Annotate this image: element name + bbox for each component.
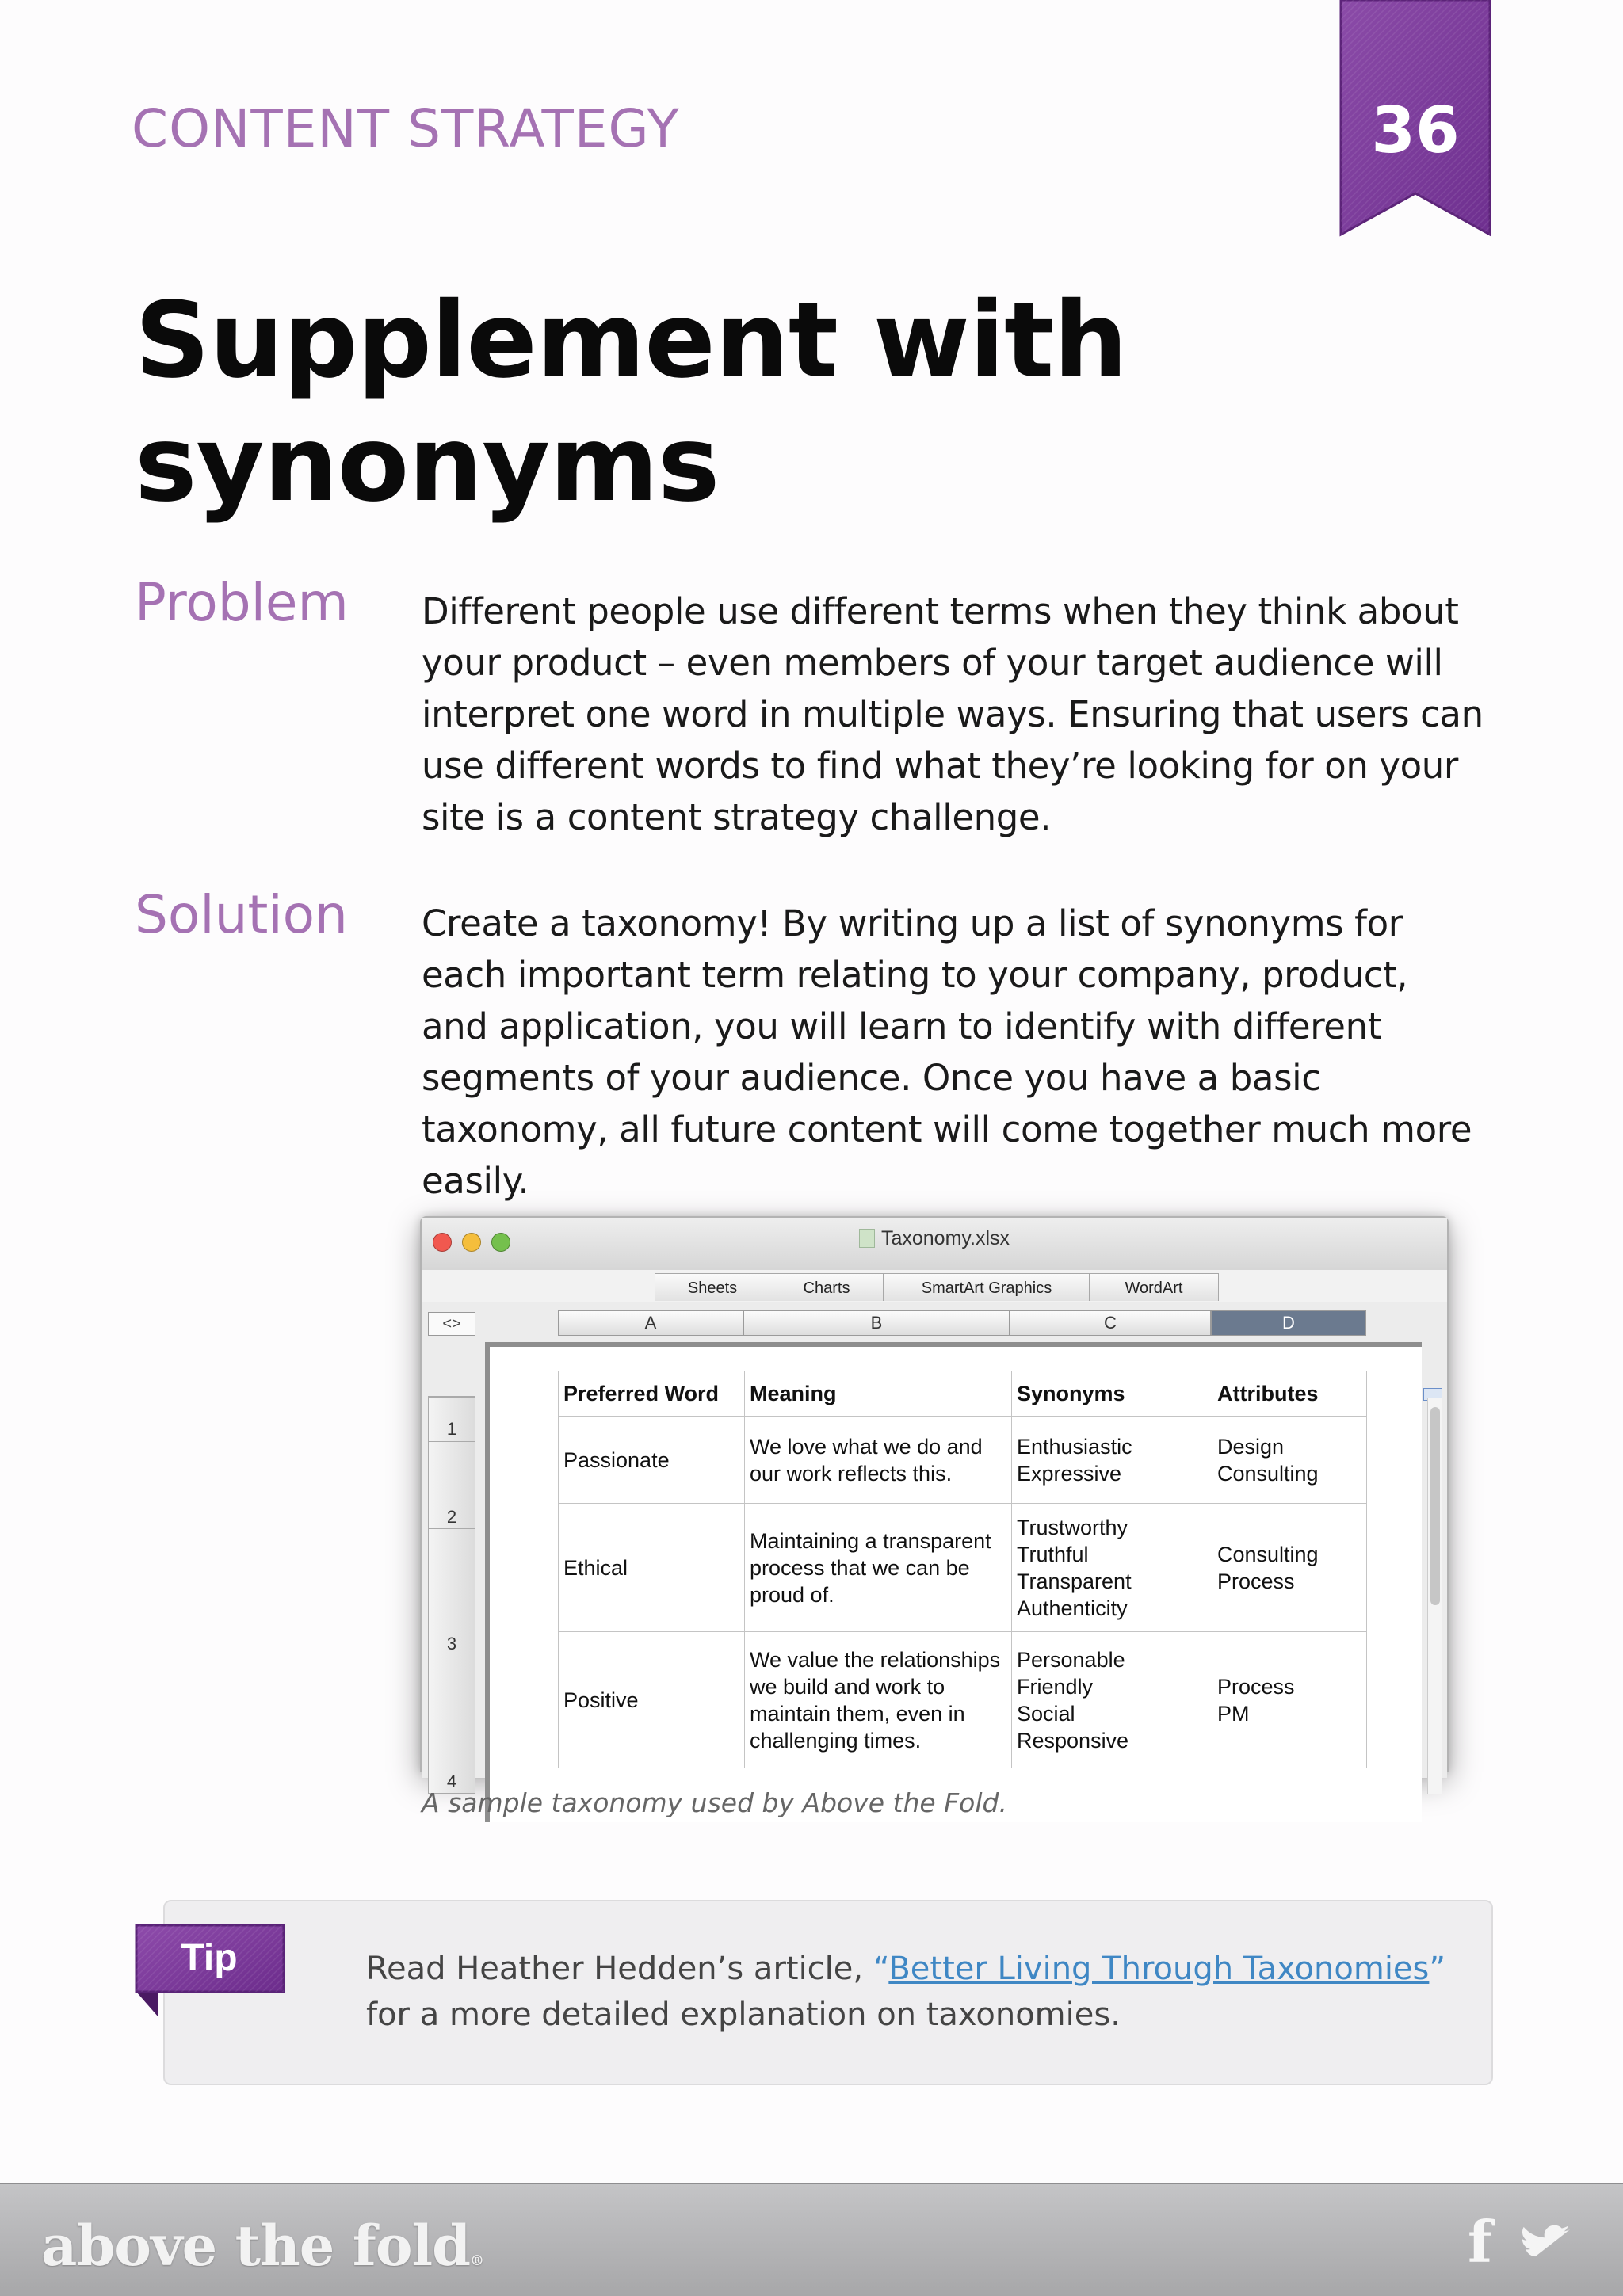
tab-wordart[interactable]: WordArt — [1089, 1273, 1219, 1301]
cell-attributes[interactable] — [1212, 1632, 1367, 1768]
row-header-2[interactable]: 2 — [429, 1441, 475, 1529]
cell-line: Transparent — [1017, 1569, 1132, 1593]
cell-line: Personable — [1017, 1647, 1125, 1672]
cell-line: Expressive — [1017, 1461, 1122, 1486]
tip-close-quote: ” — [1429, 1951, 1446, 1987]
sheet-canvas — [485, 1342, 1422, 1822]
page-number-ribbon — [1339, 0, 1491, 236]
cell-line: Social — [1017, 1701, 1075, 1726]
cell-line: We love what we do and — [750, 1434, 983, 1459]
column-header-d[interactable]: D — [1211, 1310, 1366, 1336]
page-title-line1: Supplement with — [135, 280, 1128, 402]
grid-area — [422, 1302, 1447, 1791]
cell-attributes[interactable] — [1212, 1504, 1367, 1632]
problem-label: Problem — [135, 572, 349, 633]
cell-meaning[interactable] — [745, 1504, 1012, 1632]
row-headers — [428, 1396, 475, 1794]
registered-mark: ® — [470, 2252, 484, 2269]
facebook-icon[interactable]: f — [1468, 2208, 1492, 2275]
page-title — [135, 279, 1244, 526]
tip-label: Tip — [181, 1937, 238, 1979]
window-titlebar — [422, 1218, 1447, 1271]
cell-line: our work reflects this. — [750, 1461, 953, 1486]
cell-synonyms[interactable] — [1012, 1504, 1212, 1632]
header-attributes[interactable]: Attributes — [1212, 1371, 1367, 1417]
cell-synonyms[interactable] — [1012, 1417, 1212, 1504]
cell-line: Trustworthy — [1017, 1515, 1128, 1539]
vertical-scrollbar[interactable] — [1427, 1398, 1442, 1794]
tip-prefix: Read Heather Hedden’s article, — [366, 1951, 873, 1987]
column-header-a[interactable]: A — [558, 1310, 743, 1336]
cell-word[interactable]: Passionate — [559, 1417, 745, 1504]
scrollbar-thumb[interactable] — [1430, 1407, 1440, 1605]
window-title-text: Taxonomy.xlsx — [880, 1227, 1010, 1249]
cell-line: We value the relationships — [750, 1647, 1001, 1672]
row-header-3[interactable]: 3 — [429, 1528, 475, 1657]
cell-line: Enthusiastic — [1017, 1434, 1132, 1459]
table-row — [559, 1417, 1367, 1504]
figure-caption: A sample taxonomy used by Above the Fold. — [422, 1787, 1007, 1818]
cell-line: Consulting — [1217, 1461, 1319, 1486]
ribbon-tabs — [422, 1270, 1447, 1302]
cell-word[interactable]: Ethical — [559, 1504, 745, 1632]
cell-line: Process — [1217, 1674, 1295, 1699]
cell-line: Maintaining a transparent — [750, 1528, 991, 1553]
cell-synonyms[interactable] — [1012, 1632, 1212, 1768]
cell-line: PM — [1217, 1701, 1250, 1726]
cell-line: Consulting — [1217, 1542, 1319, 1566]
cell-line: proud of. — [750, 1582, 834, 1607]
cell-line: Authenticity — [1017, 1596, 1128, 1620]
footer-bar — [0, 2183, 1623, 2296]
header-synonyms[interactable]: Synonyms — [1012, 1371, 1212, 1417]
tip-article-link[interactable]: Better Living Through Taxonomies — [888, 1951, 1430, 1987]
tip-open-quote: “ — [873, 1951, 889, 1987]
header-meaning[interactable]: Meaning — [745, 1371, 1012, 1417]
cell-line: process that we can be — [750, 1555, 970, 1580]
spreadsheet-window — [420, 1216, 1449, 1791]
cell-line: Friendly — [1017, 1674, 1094, 1699]
tip-text — [366, 1946, 1460, 2038]
problem-text: Different people use different terms when they think about your product – even members of your target audience will interpret one word in multiple ways. Ensuring that users can use different words to find what they’re looking for on your site is a content strategy challenge. — [422, 590, 1484, 838]
column-header-b[interactable]: B — [743, 1310, 1010, 1336]
table-row — [559, 1504, 1367, 1632]
window-title — [422, 1227, 1447, 1250]
logo-text: above the fold — [41, 2213, 471, 2279]
cell-line: we build and work to — [750, 1674, 945, 1699]
section-label: CONTENT STRATEGY — [132, 98, 680, 159]
solution-text: Create a taxonomy! By writing up a list of synonyms for each important term relating to your company, product, and application, you will learn to identify with different segments of your audience. Once you have a basic taxonomy, all future content will come together much more easily. — [422, 902, 1472, 1202]
twitter-icon[interactable] — [1522, 2224, 1571, 2267]
cell-meaning[interactable] — [745, 1417, 1012, 1504]
taxonomy-table — [558, 1371, 1367, 1768]
page-title-line2: synonyms — [135, 403, 720, 525]
page-number: 36 — [1371, 93, 1460, 167]
cell-line: challenging times. — [750, 1728, 922, 1753]
tip-suffix: for a more detailed explanation on taxonomies. — [366, 1997, 1121, 2033]
tab-charts[interactable]: Charts — [769, 1273, 884, 1301]
tip-tag — [135, 1924, 285, 2019]
cell-line: Responsive — [1017, 1728, 1129, 1753]
cell-line: Design — [1217, 1434, 1285, 1459]
cell-word[interactable]: Positive — [559, 1632, 745, 1768]
select-all-button[interactable]: <> — [428, 1312, 475, 1336]
tab-sheets[interactable]: Sheets — [655, 1273, 770, 1301]
tab-smartart-graphics[interactable]: SmartArt Graphics — [883, 1273, 1090, 1301]
cell-meaning[interactable] — [745, 1632, 1012, 1768]
row-header-4[interactable]: 4 — [429, 1657, 475, 1794]
spreadsheet-file-icon — [859, 1229, 875, 1248]
cell-attributes[interactable] — [1212, 1417, 1367, 1504]
table-row — [559, 1632, 1367, 1768]
above-the-fold-logo[interactable] — [41, 2213, 483, 2279]
cell-line: maintain them, even in — [750, 1701, 965, 1726]
cell-line: Truthful — [1017, 1542, 1089, 1566]
row-header-1[interactable]: 1 — [429, 1397, 475, 1442]
solution-label: Solution — [135, 884, 348, 945]
cell-line: Process — [1217, 1569, 1295, 1593]
column-header-c[interactable]: C — [1010, 1310, 1211, 1336]
header-preferred-word[interactable]: Preferred Word — [559, 1371, 745, 1417]
